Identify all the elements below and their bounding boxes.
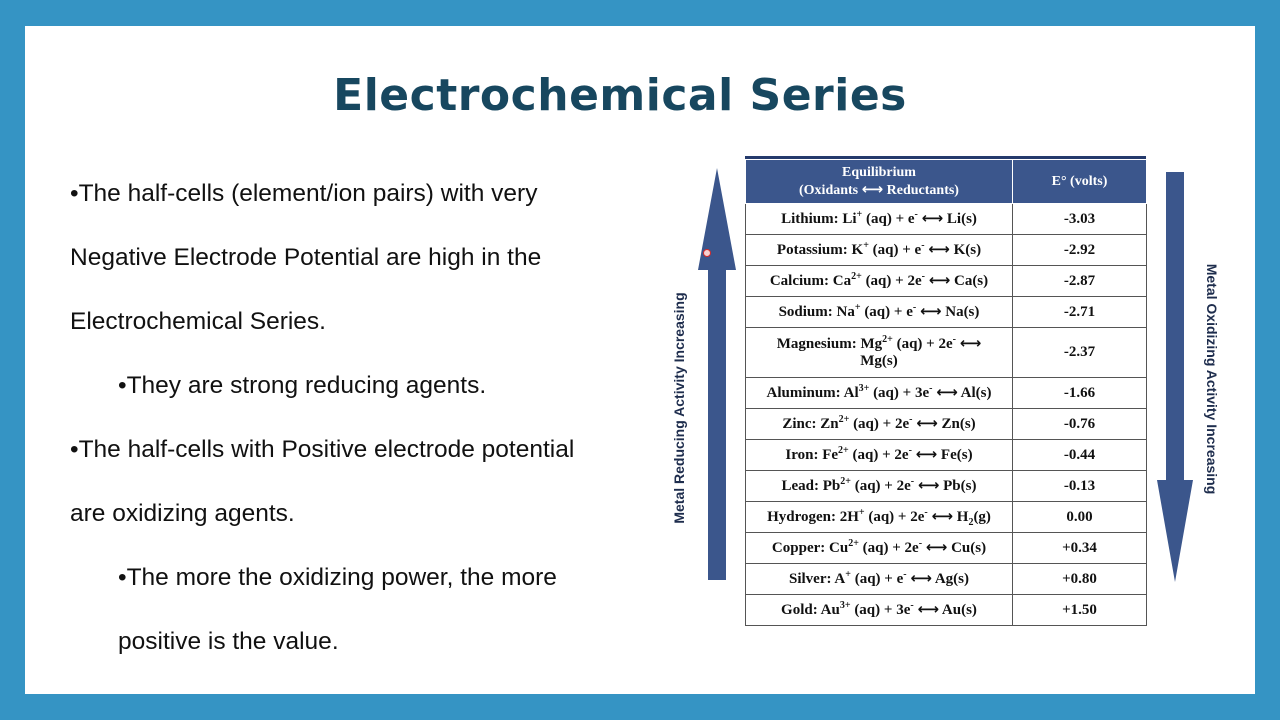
double-arrow-icon: ⟷	[931, 507, 954, 525]
bullet-line: Negative Electrode Potential are high in the	[70, 244, 542, 271]
bullet-line: positive is the value.	[118, 628, 339, 655]
electron-count: 2e	[904, 540, 919, 556]
oxidant-symbol: Li	[842, 211, 857, 227]
slide-title: Electrochemical Series	[333, 70, 907, 121]
ion-charge: 2+	[848, 538, 859, 549]
table-row	[746, 378, 1147, 409]
electron-count: e	[906, 304, 913, 320]
element-name: Silver:	[788, 571, 832, 587]
oxidant-symbol: Zn	[820, 416, 839, 432]
equilibrium-cell	[746, 502, 1013, 533]
table-row	[746, 502, 1147, 533]
electron-count: 2e	[894, 447, 909, 463]
electron-count: e	[914, 242, 922, 258]
ion-charge: 2+	[882, 334, 893, 345]
ion-charge: 2+	[851, 271, 862, 282]
double-arrow-icon: ⟷	[917, 476, 940, 494]
aq-label: (aq) +	[854, 571, 893, 587]
header-equilibrium: Equilibrium (Oxidants ⟷ Reductants)	[746, 160, 1013, 204]
reductant-symbol: Cu(s)	[951, 540, 987, 556]
table-row	[746, 297, 1147, 328]
equilibrium-cell	[746, 328, 1013, 378]
oxidant-symbol: K	[851, 242, 864, 258]
table-row	[746, 204, 1147, 235]
aq-label: (aq) +	[864, 304, 903, 320]
reductant-symbol: Al(s)	[960, 385, 992, 401]
ion-charge: 3+	[858, 383, 870, 394]
oxidant-symbol: Mg	[860, 336, 883, 352]
table-header-row	[746, 160, 1147, 204]
potential-cell: -0.13	[1013, 471, 1147, 502]
aq-label: (aq) +	[868, 509, 907, 525]
equilibrium-cell	[746, 533, 1013, 564]
double-arrow-icon: ⟷	[925, 538, 948, 556]
electron-charge: -	[910, 476, 915, 487]
bullet-line: •The half-cells with Positive electrode potential	[70, 436, 575, 463]
aq-label: (aq) +	[872, 242, 911, 258]
table-row	[746, 328, 1147, 378]
electron-charge: -	[912, 302, 917, 313]
oxidant-symbol: Cu	[829, 540, 849, 556]
oxidant-symbol: Ca	[832, 273, 852, 289]
left-arrow-label: Metal Reducing Activity Increasing	[671, 292, 687, 524]
double-arrow-icon: ⟷	[928, 271, 951, 289]
ion-charge: 2+	[838, 445, 849, 456]
reductant-symbol: Au(s)	[941, 602, 977, 618]
element-name: Sodium:	[778, 304, 833, 320]
slide	[25, 26, 1255, 694]
reductant-symbol: Na(s)	[945, 304, 980, 320]
oxidant-symbol: 2H	[839, 509, 859, 525]
pointer-marker	[703, 249, 711, 257]
oxidant-symbol: A	[834, 571, 846, 587]
aq-label: (aq) +	[854, 602, 893, 618]
potential-cell: 0.00	[1013, 502, 1147, 533]
aq-label: (aq) +	[862, 540, 901, 556]
potential-cell: -2.87	[1013, 266, 1147, 297]
double-arrow-icon: ⟷	[921, 209, 944, 227]
electron-charge: -	[909, 414, 913, 425]
ion-charge: 2+	[838, 414, 850, 425]
table-row	[746, 266, 1147, 297]
bullet-line: •They are strong reducing agents.	[118, 372, 487, 399]
right-arrow-label: Metal Oxidizing Activity Increasing	[1204, 263, 1220, 495]
equilibrium-cell	[746, 235, 1013, 266]
element-name: Gold:	[781, 602, 818, 618]
double-arrow-icon: ⟷	[919, 302, 942, 320]
subscript: 2	[968, 517, 974, 528]
electron-count: 3e	[914, 385, 930, 401]
double-arrow-icon: ⟷	[916, 414, 938, 432]
electron-count: 2e	[907, 273, 922, 289]
bullet-line: •The more the oxidizing power, the more	[118, 564, 557, 591]
equilibrium-cell	[746, 409, 1013, 440]
reductant-symbol: H	[956, 509, 969, 525]
reductant-state: (g)	[973, 509, 991, 525]
element-name: Zinc:	[782, 416, 817, 432]
element-name: Lead:	[781, 478, 819, 494]
aq-label: (aq) +	[853, 416, 892, 432]
equilibrium-cell	[746, 440, 1013, 471]
potential-cell: -2.37	[1013, 328, 1147, 378]
oxidant-symbol: Fe	[822, 447, 839, 463]
table-row	[746, 595, 1147, 626]
electron-charge: -	[914, 209, 918, 220]
potential-cell: -0.76	[1013, 409, 1147, 440]
double-arrow-icon: ⟷	[910, 569, 932, 587]
electron-count: e	[907, 211, 915, 227]
potential-cell: -2.92	[1013, 235, 1147, 266]
table-row	[746, 409, 1147, 440]
equilibrium-cell	[746, 564, 1013, 595]
equilibrium-cell	[746, 204, 1013, 235]
electron-count: e	[896, 571, 904, 587]
potential-cell: -2.71	[1013, 297, 1147, 328]
electron-charge: -	[918, 538, 923, 549]
double-arrow-icon: ⟷	[959, 334, 982, 352]
potential-cell: +0.34	[1013, 533, 1147, 564]
aq-label: (aq) +	[865, 273, 904, 289]
electron-charge: -	[929, 383, 933, 394]
bullet-line: are oxidizing agents.	[70, 500, 295, 527]
reductant-symbol: Fe(s)	[940, 447, 973, 463]
equilibrium-cell	[746, 266, 1013, 297]
table-row	[746, 533, 1147, 564]
reductant-symbol: K(s)	[953, 242, 982, 258]
potential-cell: +0.80	[1013, 564, 1147, 595]
double-arrow-icon: ⟷	[917, 600, 939, 618]
equilibrium-cell	[746, 595, 1013, 626]
table-row	[746, 440, 1147, 471]
potential-cell: -3.03	[1013, 204, 1147, 235]
electron-count: 2e	[938, 336, 953, 352]
element-name: Lithium:	[781, 211, 839, 227]
table-row	[746, 471, 1147, 502]
element-name: Hydrogen:	[767, 509, 836, 525]
electrochemical-table	[745, 156, 1146, 626]
aq-label: (aq) +	[852, 447, 891, 463]
oxidant-symbol: Au	[820, 602, 840, 618]
reductant-symbol: Mg(s)	[860, 353, 898, 369]
table-row	[746, 564, 1147, 595]
electron-charge: -	[921, 271, 925, 282]
potential-cell: +1.50	[1013, 595, 1147, 626]
element-name: Magnesium:	[776, 336, 857, 352]
potential-cell: -0.44	[1013, 440, 1147, 471]
potential-cell: -1.66	[1013, 378, 1147, 409]
electron-charge: -	[921, 240, 925, 251]
reductant-symbol: Ag(s)	[934, 571, 969, 587]
element-name: Copper:	[771, 540, 826, 556]
oxidant-symbol: Na	[836, 304, 855, 320]
bullet-line: Electrochemical Series.	[70, 308, 326, 335]
down-arrow-icon	[1156, 172, 1194, 584]
electron-charge: -	[910, 600, 914, 611]
aq-label: (aq) +	[896, 336, 935, 352]
equilibrium-cell	[746, 378, 1013, 409]
double-arrow-icon: ⟷	[936, 383, 958, 401]
double-arrow-icon: ⟷	[928, 240, 950, 258]
up-arrow-icon	[696, 166, 738, 582]
ion-charge: 2+	[840, 476, 851, 487]
oxidant-symbol: Al	[843, 385, 859, 401]
reductant-symbol: Zn(s)	[941, 416, 976, 432]
reductant-symbol: Li(s)	[946, 211, 977, 227]
bullet-list	[70, 162, 640, 674]
ion-charge: +	[854, 302, 861, 313]
aq-label: (aq) +	[865, 211, 905, 227]
header-potential: E° (volts)	[1013, 160, 1147, 204]
electron-charge: -	[903, 569, 907, 580]
electron-charge: -	[908, 445, 912, 456]
reductant-symbol: Pb(s)	[943, 478, 977, 494]
double-arrow-icon: ⟷	[915, 445, 938, 463]
aq-label: (aq) +	[854, 478, 893, 494]
double-arrow-icon: ⟷	[861, 179, 884, 198]
bullet-line: •The half-cells (element/ion pairs) with very	[70, 180, 538, 207]
electron-charge: -	[952, 334, 956, 345]
equilibrium-cell	[746, 471, 1013, 502]
element-name: Iron:	[785, 447, 819, 463]
electron-count: 2e	[910, 509, 925, 525]
table-row	[746, 235, 1147, 266]
ion-charge: +	[858, 507, 865, 518]
ion-charge: +	[845, 569, 851, 580]
reductant-symbol: Ca(s)	[953, 273, 989, 289]
aq-label: (aq) +	[873, 385, 912, 401]
element-name: Aluminum:	[766, 385, 841, 401]
ion-charge: +	[863, 240, 869, 251]
equilibrium-cell	[746, 297, 1013, 328]
ion-charge: 3+	[839, 600, 851, 611]
electron-charge: -	[924, 507, 928, 518]
electron-count: 2e	[894, 416, 910, 432]
oxidant-symbol: Pb	[822, 478, 841, 494]
element-name: Calcium:	[769, 273, 830, 289]
electron-count: 3e	[896, 602, 911, 618]
ion-charge: +	[856, 209, 863, 220]
element-name: Potassium:	[776, 242, 848, 258]
electron-count: 2e	[896, 478, 911, 494]
